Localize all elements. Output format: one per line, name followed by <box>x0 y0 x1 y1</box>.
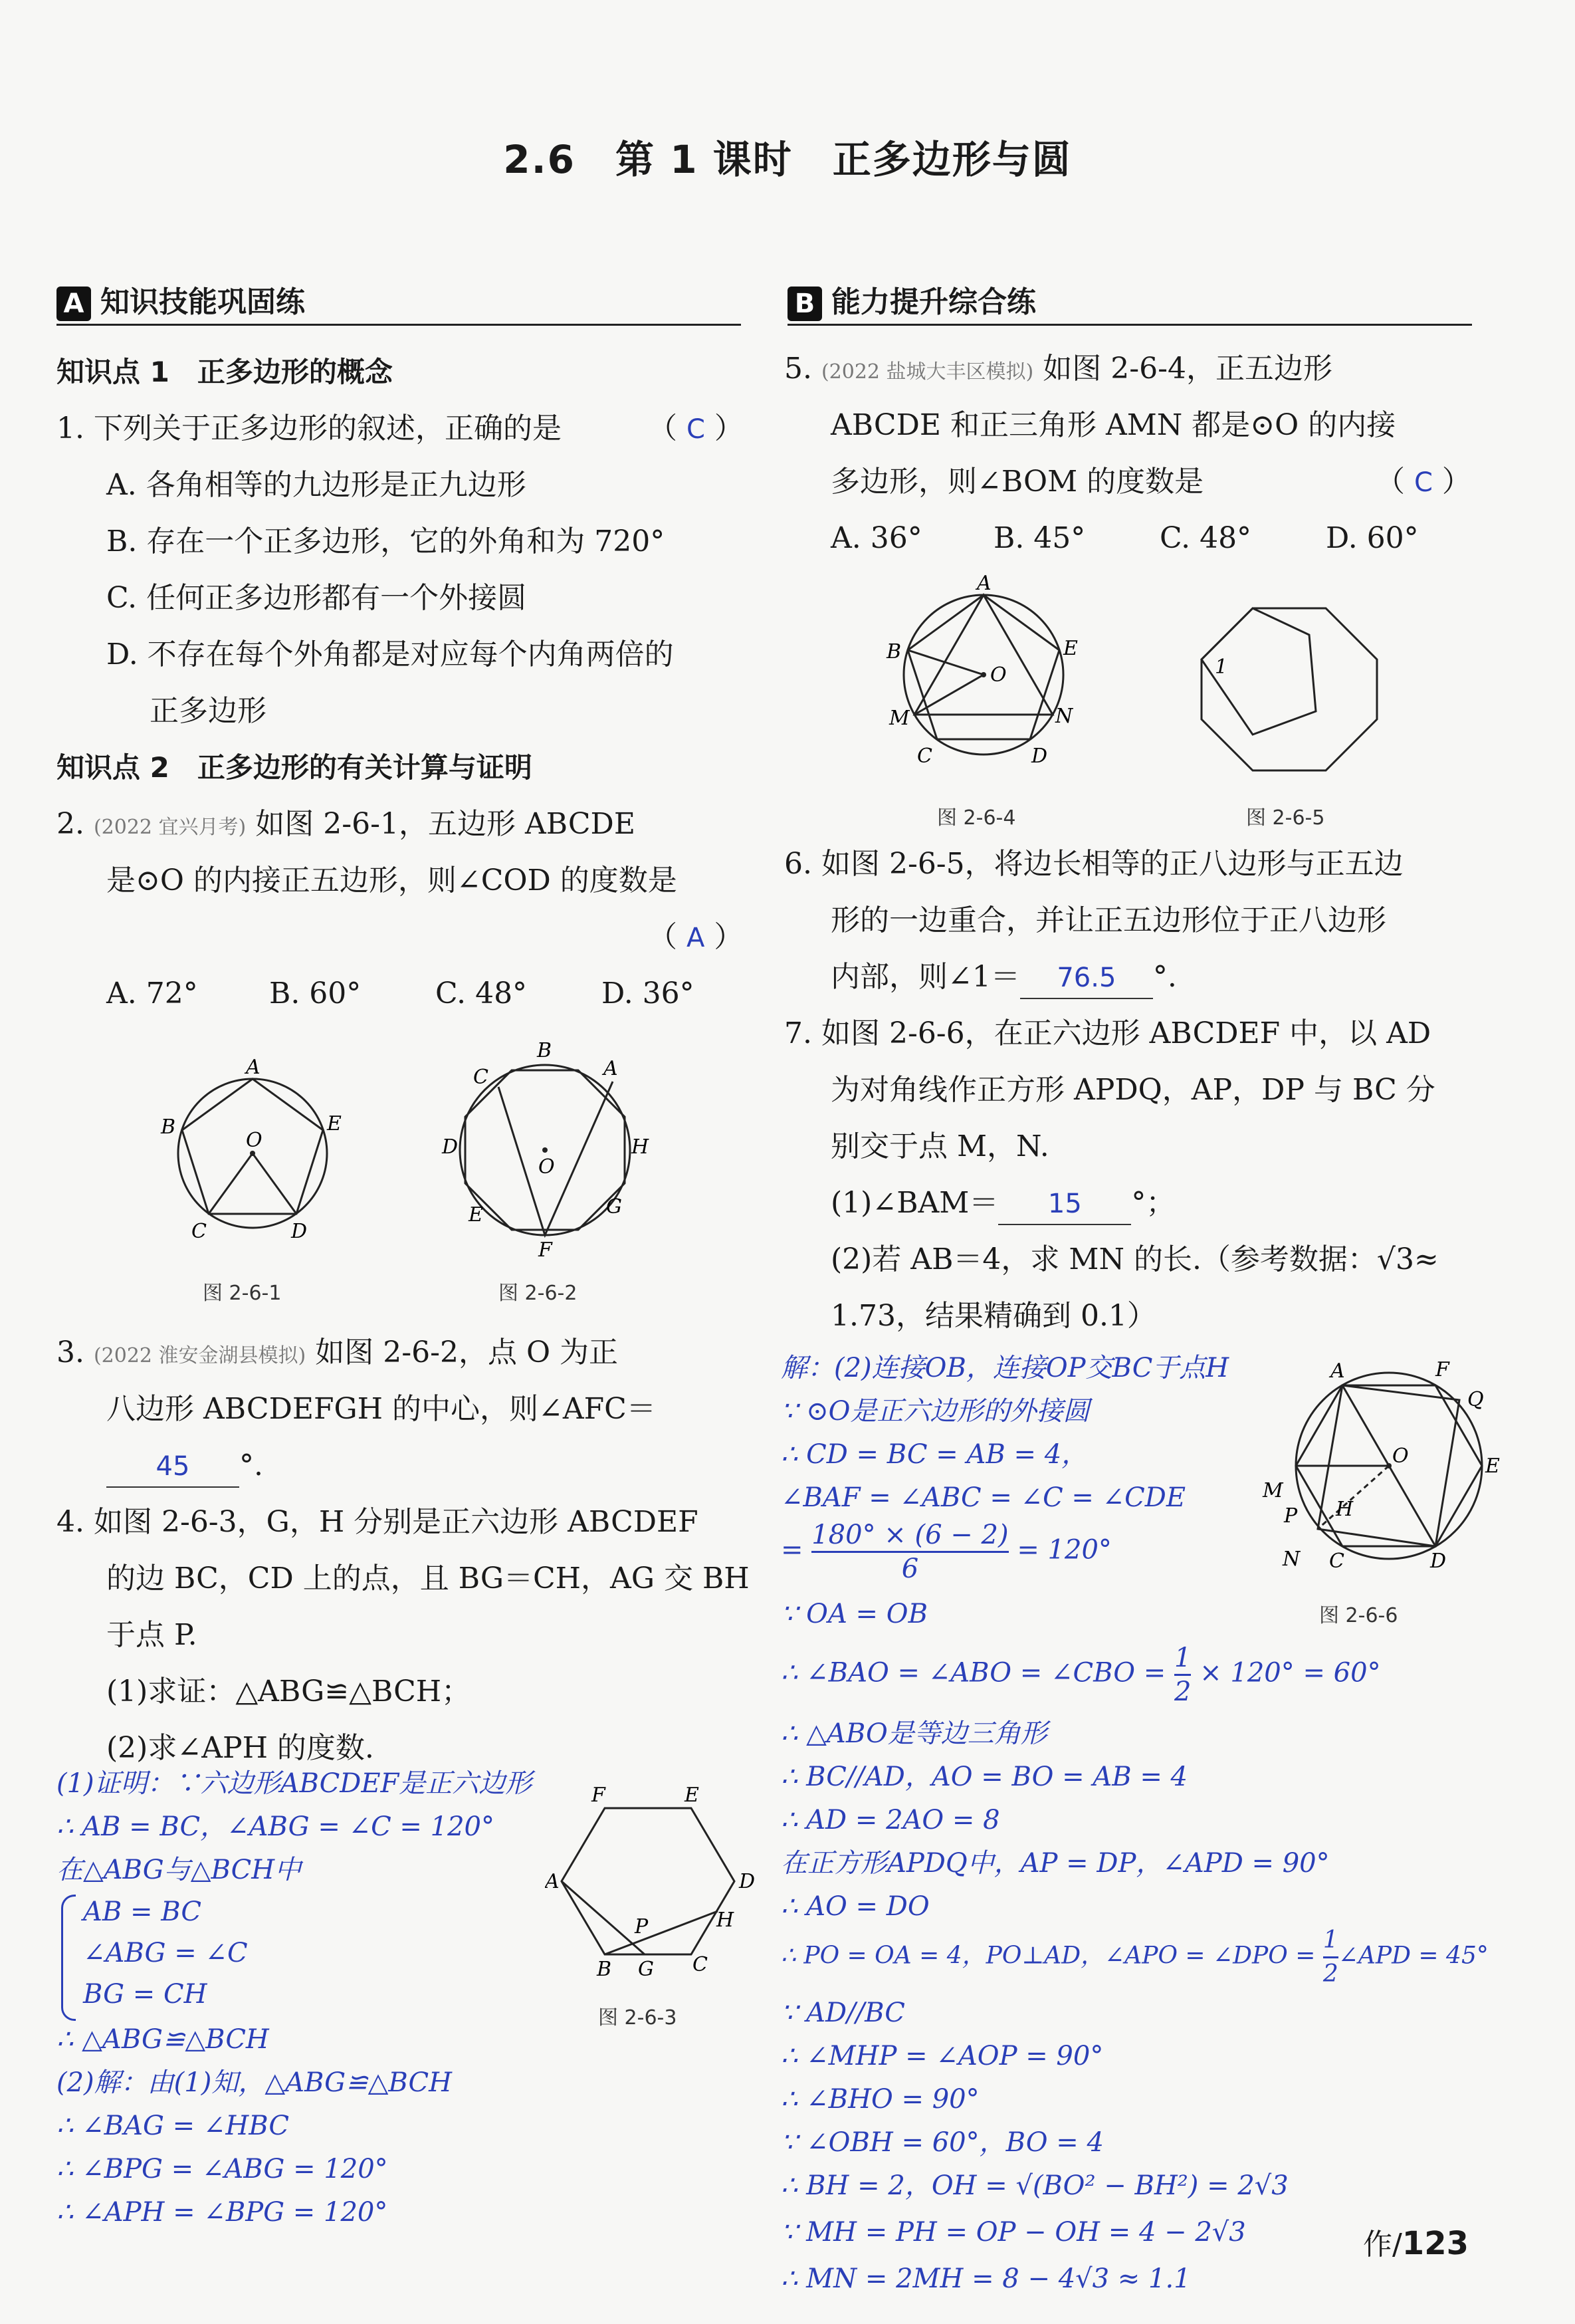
fig4-label: A <box>977 575 992 595</box>
q1-answer: C <box>686 414 705 445</box>
fig4-label: C <box>917 745 932 768</box>
sol4-line: ∴ ∠BPG = ∠ABG = 120° <box>56 2154 388 2184</box>
q2-option-c: C. 48° <box>435 977 528 1010</box>
fig6-label: N <box>1283 1548 1301 1571</box>
section-b-label: 能力提升综合练 <box>831 285 1036 319</box>
sol7-line: ∴ ∠BHO = 90° <box>781 2084 980 2115</box>
q5-option-b: B. 45° <box>994 521 1086 555</box>
sol7-po-half <box>1323 1924 1338 1990</box>
q5-line2: ABCDE 和正三角形 AMN 都是⊙O 的内接 <box>831 408 1396 442</box>
q3-line2: 八边形 ABCDEFGH 的中心，则∠AFC＝ <box>106 1392 656 1426</box>
fig6-label: E <box>1485 1454 1500 1478</box>
fig6-label: M <box>1263 1479 1283 1502</box>
q2-option-d: D. 36° <box>601 977 694 1010</box>
q6-line2: 形的一边重合，并让正五边形位于正八边形 <box>831 903 1386 937</box>
fig6-label: Q <box>1467 1388 1484 1411</box>
sol7-line: ∴ AO = DO <box>781 1891 930 1922</box>
q3-end: °. <box>239 1449 263 1482</box>
sol7-line: ∴ BC//AD，AO = BO = AB = 4 <box>781 1762 1188 1792</box>
fig5-caption: 图 2-6-5 <box>1246 806 1325 830</box>
page-title: 2.6 第 1 课时 正多边形与圆 <box>503 137 1072 182</box>
q2-line1: 2. (2022 宜兴月考) 如图 2-6-1，五边形 ABCDE <box>56 807 635 841</box>
fig3-label: A <box>545 1870 560 1893</box>
q1-option-d: D. 不存在每个外角都是对应每个内角两倍的 <box>106 638 674 671</box>
q7-p1-end: °； <box>1131 1186 1176 1220</box>
q2-source: (2022 宜兴月考) <box>93 816 247 839</box>
section-a-rule <box>56 324 741 326</box>
sol7-line: ∴ CD = BC = AB = 4， <box>781 1439 1089 1470</box>
section-b-rule <box>788 324 1472 326</box>
q4-line2: 的边 BC，CD 上的点，且 BG＝CH，AG 交 BH <box>106 1562 750 1595</box>
q6-answer: 76.5 <box>1057 963 1116 993</box>
sol7-po-prefix: ∴ PO = OA = 4，PO⊥AD，∠APO = ∠DPO = <box>781 1942 1316 1970</box>
fraction-denominator: 6 <box>901 1554 919 1584</box>
figure-2-6-2 <box>432 1027 658 1266</box>
fig2-label: B <box>537 1039 552 1062</box>
q2-line2: 是⊙O 的内接正五边形，则∠COD 的度数是 <box>106 864 677 897</box>
sol4-line: AB = BC <box>83 1897 201 1927</box>
fig2-label: A <box>603 1057 618 1080</box>
page-prefix: 作/ <box>1362 2228 1402 2262</box>
q3-line1: 3. (2022 淮安金湖县模拟) 如图 2-6-2，点 O 为正 <box>56 1336 619 1369</box>
fig4-caption: 图 2-6-4 <box>937 806 1016 830</box>
sol7-line: ∵ AD//BC <box>781 1998 905 2028</box>
fig2-label: C <box>473 1066 488 1089</box>
q4-part1: (1)求证：△ABG≌△BCH； <box>106 1675 471 1708</box>
fig4-label: M <box>889 707 910 730</box>
knowledge-point-1: 知识点 1 正多边形的概念 <box>56 356 393 388</box>
fig1-label: E <box>327 1112 342 1135</box>
sol4-line: (1)证明：∵六边形ABCDEF是正六边形 <box>56 1768 532 1799</box>
q6-stem3: 内部，则∠1＝ <box>831 960 1020 994</box>
q7-part2a: (2)若 AB＝4，求 MN 的长.（参考数据：√3≈ <box>831 1242 1439 1276</box>
fig6-label: D <box>1430 1550 1447 1573</box>
sol7-line: ∵ MH = PH = OP − OH = 4 − 2√3 <box>781 2217 1246 2248</box>
fig3-label: P <box>635 1915 649 1938</box>
sol4-line: BG = CH <box>83 1979 207 2010</box>
fig6-label: P <box>1284 1504 1298 1528</box>
fraction-numerator: 1 <box>1174 1642 1191 1676</box>
q5-answer: C <box>1414 467 1433 498</box>
q5-line1: 5. (2022 盐城大丰区模拟) 如图 2-6-4，正五边形 <box>784 352 1332 386</box>
q5-stem1: 如图 2-6-4，正五边形 <box>1043 352 1332 386</box>
q2-answer: A <box>686 923 705 953</box>
fig6-label: F <box>1435 1358 1449 1381</box>
q7-line1: 7. 如图 2-6-6，在正六边形 ABCDEF 中，以 AD <box>784 1016 1431 1050</box>
q5-option-a: A. 36° <box>831 521 922 555</box>
fig3-caption: 图 2-6-3 <box>598 2006 677 2030</box>
fig3-label: D <box>739 1870 756 1893</box>
q6-line3 <box>831 957 1177 999</box>
sol7-line: ∴ △ABO是等边三角形 <box>781 1718 1047 1749</box>
fig2-label: D <box>442 1135 459 1159</box>
sol7-line: 在正方形APDQ中，AP = DP，∠APD = 90° <box>781 1848 1330 1879</box>
q2-answer-bracket: （ A ） <box>648 920 744 954</box>
sol4-brace <box>61 1895 76 2021</box>
fig6-label: A <box>1330 1359 1345 1383</box>
fig3-label: F <box>591 1784 605 1807</box>
q7-part2b: 1.73，结果精确到 0.1） <box>831 1299 1156 1333</box>
figure-2-6-4 <box>877 575 1090 774</box>
q2-stem1: 如图 2-6-1，五边形 ABCDE <box>255 807 635 841</box>
fig2-label: E <box>469 1203 483 1226</box>
q6-blank <box>1020 957 1153 999</box>
sol4-line: ∴ ∠BAG = ∠HBC <box>56 2111 289 2141</box>
q3-answer: 45 <box>156 1451 190 1482</box>
sol7-line: ∵ OA = OB <box>781 1599 928 1629</box>
q1-option-c: C. 任何正多边形都有一个外接圆 <box>106 581 527 615</box>
fraction-numerator: 180° × (6 − 2) <box>811 1519 1008 1553</box>
figure-2-6-5 <box>1196 595 1382 781</box>
fig6-caption: 图 2-6-6 <box>1319 1604 1398 1627</box>
q1-option-a: A. 各角相等的九边形是正九边形 <box>106 468 526 502</box>
q7-p1-answer: 15 <box>1047 1189 1082 1219</box>
q5-option-c: C. 48° <box>1160 521 1252 555</box>
q2-option-b: B. 60° <box>269 977 362 1010</box>
page-number <box>1363 2220 1469 2263</box>
fig1-label: A <box>246 1057 261 1079</box>
sol7-line: ∵ ∠OBH = 60°，BO = 4 <box>781 2127 1104 2158</box>
fig6-label: H <box>1336 1498 1354 1521</box>
q1-stem: 1. 下列关于正多边形的叙述，正确的是 <box>56 411 562 445</box>
sol7-half-line <box>781 1642 1381 1708</box>
sol4-line: 在△ABG与△BCH中 <box>56 1855 302 1885</box>
sol7-line: ∴ AD = 2AO = 8 <box>781 1805 1000 1835</box>
q3-source: (2022 淮安金湖县模拟) <box>93 1344 306 1367</box>
q1-answer-bracket: （ C ） <box>648 411 744 445</box>
fig5-label: 1 <box>1215 655 1228 679</box>
q2-option-a: A. 72° <box>106 977 198 1010</box>
sol7-line: ∴ BH = 2，OH = √(BO² − BH²) = 2√3 <box>781 2170 1289 2201</box>
fig2-label: O <box>538 1155 555 1179</box>
sol7-fraction <box>811 1519 1008 1585</box>
sol7-half <box>1174 1642 1191 1708</box>
sol7-line: ∵ ⊙O是正六边形的外接圆 <box>781 1396 1090 1427</box>
q3-blank <box>106 1446 239 1488</box>
fig1-label: C <box>191 1220 207 1243</box>
section-a-label: 知识技能巩固练 <box>100 285 305 319</box>
fig4-label: D <box>1031 745 1048 768</box>
sol4-line: ∴ ∠APH = ∠BPG = 120° <box>56 2197 388 2228</box>
knowledge-point-2: 知识点 2 正多边形的有关计算与证明 <box>56 751 532 784</box>
fig3-label: E <box>684 1784 699 1807</box>
q1-option-b: B. 存在一个正多边形，它的外角和为 720° <box>106 524 665 558</box>
q4-part2: (2)求∠APH 的度数. <box>106 1731 374 1765</box>
q7-line2: 为对角线作正方形 APDQ，AP，DP 与 BC 分 <box>831 1073 1435 1107</box>
q4-line1: 4. 如图 2-6-3，G，H 分别是正六边形 ABCDEF <box>56 1505 698 1539</box>
q3-line3 <box>106 1446 263 1488</box>
fig4-label: E <box>1063 637 1078 660</box>
fraction-result: = 120° <box>1017 1534 1112 1566</box>
fig3-label: H <box>716 1909 734 1932</box>
sol7-po-suffix: ∠APD = 45° <box>1338 1942 1489 1970</box>
q6-end: °. <box>1152 960 1177 994</box>
q7-line3: 别交于点 M，N. <box>831 1129 1049 1163</box>
page-num: 123 <box>1402 2225 1469 2262</box>
fig1-label: O <box>246 1129 262 1152</box>
fig1-label: B <box>161 1115 176 1139</box>
fig2-label: F <box>538 1238 552 1262</box>
fig2-caption: 图 2-6-2 <box>498 1282 578 1305</box>
sol7-half-prefix: ∴ ∠BAO = ∠ABO = ∠CBO = <box>781 1657 1166 1688</box>
q5-source: (2022 盐城大丰区模拟) <box>821 360 1034 384</box>
fig4-label: B <box>887 640 902 663</box>
sol7-line: ∴ MN = 2MH = 8 − 4√3 ≈ 1.1 <box>781 2264 1191 2294</box>
q3-stem1: 如图 2-6-2，点 O 为正 <box>315 1336 619 1369</box>
sol7-line: ∠BAF = ∠ABC = ∠C = ∠CDE <box>781 1482 1186 1513</box>
sol4-line: ∴ △ABG≌△BCH <box>56 2024 269 2055</box>
q7-part1 <box>831 1183 1175 1225</box>
figure-2-6-6 <box>1256 1349 1502 1582</box>
fig1-label: D <box>291 1220 308 1243</box>
q7-blank <box>998 1183 1131 1225</box>
q7-p1: (1)∠BAM＝ <box>831 1186 999 1220</box>
sol7-line: ∴ ∠MHP = ∠AOP = 90° <box>781 2041 1104 2071</box>
q6-line1: 6. 如图 2-6-5，将边长相等的正八边形与正五边 <box>784 847 1404 881</box>
sol4-line: ∠ABG = ∠C <box>83 1938 248 1968</box>
section-a-badge: A <box>56 287 91 321</box>
fig4-label: N <box>1055 705 1073 728</box>
fraction-numerator: 1 <box>1323 1924 1338 1958</box>
section-b-badge: B <box>788 287 822 321</box>
fig3-label: C <box>692 1953 708 1976</box>
section-b-header <box>788 283 1036 322</box>
fraction-denominator: 2 <box>1174 1677 1192 1707</box>
fig3-label: G <box>638 1958 654 1981</box>
sol4-line: (2)解：由(1)知，△ABG≌△BCH <box>56 2067 452 2098</box>
q5-option-d: D. 60° <box>1326 521 1419 555</box>
q5-line3: 多边形，则∠BOM 的度数是 <box>831 465 1204 499</box>
sol7-fraction-line: = $\frac{180^\circ \times (6 - 2)}{6}$ = 120° <box>781 1520 1112 1584</box>
fig6-label: O <box>1392 1445 1409 1468</box>
section-a-header <box>56 283 305 322</box>
sol4-line: ∴ AB = BC，∠ABG = ∠C = 120° <box>56 1811 494 1842</box>
fraction-denominator: 2 <box>1322 1960 1338 1988</box>
fig6-label: C <box>1329 1550 1344 1573</box>
fig2-label: H <box>631 1135 649 1159</box>
q5-answer-bracket: （ C ） <box>1376 465 1471 499</box>
fig4-label: O <box>990 663 1007 687</box>
sol7-line: 解：(2)连接OB，连接OP交BC于点H <box>781 1353 1229 1383</box>
q1-option-d-cont: 正多边形 <box>150 694 266 728</box>
fig3-label: B <box>597 1958 612 1981</box>
q4-line3: 于点 P. <box>106 1618 197 1652</box>
sol7-half-suffix: × 120° = 60° <box>1200 1657 1381 1688</box>
sol7-po-line <box>781 1924 1489 1990</box>
figure-2-6-3 <box>545 1782 764 1981</box>
fig2-label: G <box>606 1195 622 1219</box>
fig1-caption: 图 2-6-1 <box>203 1282 282 1305</box>
figure-2-6-1 <box>153 1057 352 1256</box>
